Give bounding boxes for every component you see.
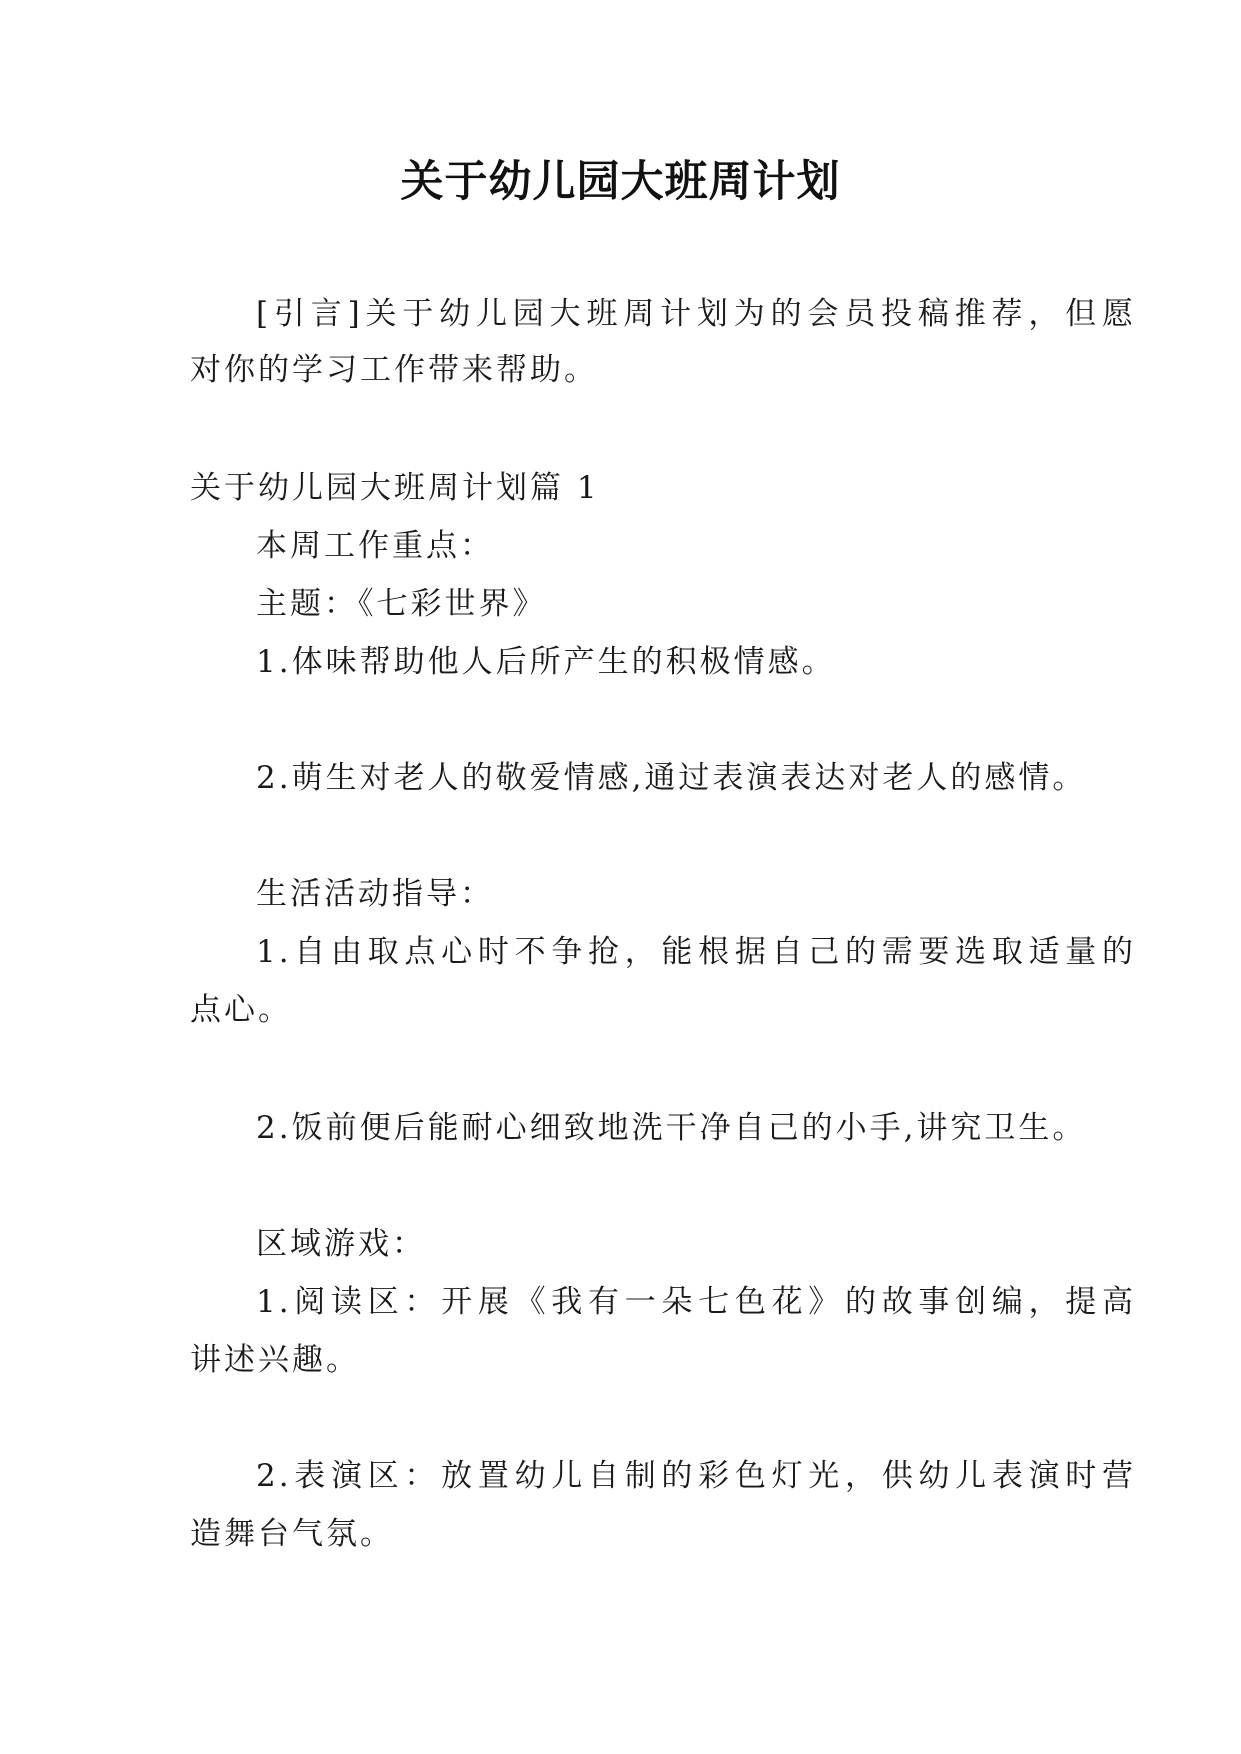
intro-line-1: [引言]关于幼儿园大班周计划为的会员投稿推荐，但愿 (256, 296, 1136, 332)
area-item-line: 2.表演区：放置幼儿自制的彩色灯光，供幼儿表演时营 (256, 1458, 1136, 1494)
focus-label: 本周工作重点： (256, 528, 494, 564)
area-item-line: 1.阅读区：开展《我有一朵七色花》的故事创编，提高 (256, 1284, 1136, 1320)
section-heading: 关于幼儿园大班周计划篇 1 (190, 470, 600, 506)
goal-item: 1.体味帮助他人后所产生的积极情感。 (256, 644, 836, 680)
area-label: 区域游戏： (256, 1226, 426, 1262)
life-item-line: 2.饭前便后能耐心细致地洗干净自己的小手,讲究卫生。 (256, 1110, 1087, 1146)
area-item-line: 讲述兴趣。 (190, 1342, 360, 1378)
document-title: 关于幼儿园大班周计划 (400, 157, 841, 207)
life-item-line: 点心。 (190, 992, 292, 1028)
life-label: 生活活动指导： (256, 876, 494, 912)
intro-line-2: 对你的学习工作带来帮助。 (190, 352, 598, 388)
goal-item: 2.萌生对老人的敬爱情感,通过表演表达对老人的感情。 (256, 760, 1087, 796)
theme-line: 主题：《七彩世界》 (256, 586, 547, 622)
life-item-line: 1.自由取点心时不争抢，能根据自己的需要选取适量的 (256, 934, 1136, 970)
area-item-line: 造舞台气氛。 (190, 1516, 394, 1552)
